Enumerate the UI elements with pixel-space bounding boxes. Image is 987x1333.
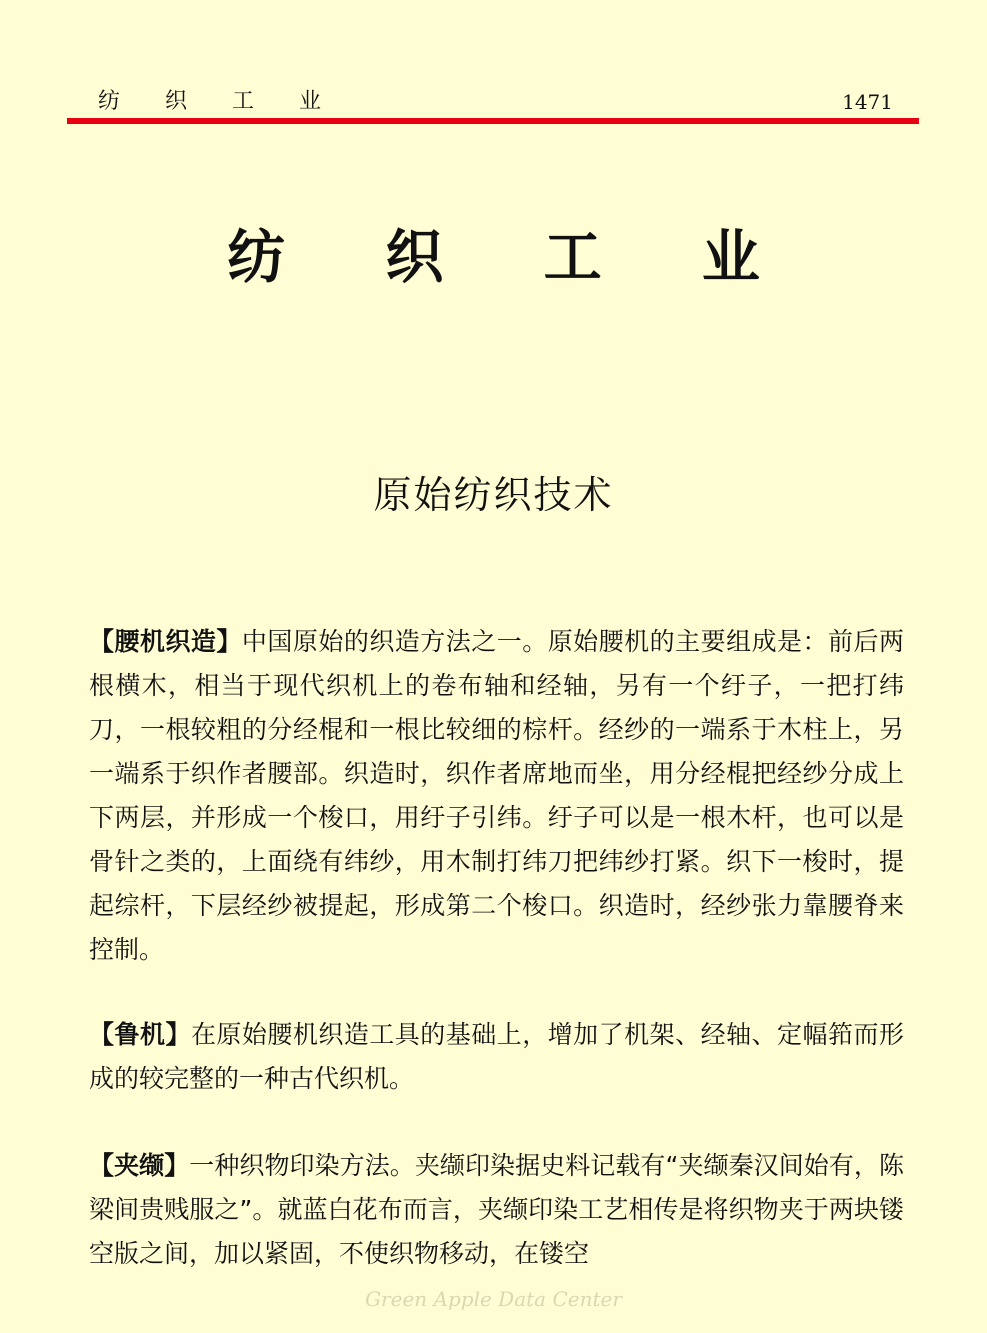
entry-term: 【夹缬】 bbox=[89, 1151, 190, 1180]
watermark: Green Apple Data Center bbox=[365, 1287, 622, 1311]
entry-text: 中国原始的织造方法之一。原始腰机的主要组成是：前后两根横木，相当于现代织机上的卷布轴和经轴，另有一个纡子，一把打纬刀，一根较粗的分经棍和一根比较细的棕杆。经纱的一端系于木柱上，另一端系于织作者腰部。织造时，织作者席地而坐，用分经棍把经纱分成上下两层，并形成一个梭口，用纡子引纬。纡子可以是一根木杆，也可以是骨针之类的，上面绕有纬纱，用木制打纬刀把纬纱打紧。织下一梭时，提起综杆，下层经纱被提起，形成第二个梭口。织造时，经纱张力靠腰脊来控制。 bbox=[89, 627, 904, 964]
entry-luji bbox=[89, 1013, 904, 1101]
entry-text: 在原始腰机织造工具的基础上，增加了机架、经轴、定幅筘而形成的较完整的一种古代织机。 bbox=[89, 1020, 904, 1093]
header-title: 纺 织 工 业 bbox=[98, 89, 340, 114]
entry-yaoji-zhizao bbox=[89, 620, 904, 972]
page-number: 1471 bbox=[842, 90, 893, 114]
entry-jiaxie bbox=[89, 1144, 904, 1276]
header-rule bbox=[67, 118, 919, 124]
section-title: 原始纺织技术 bbox=[373, 473, 614, 517]
entry-term: 【腰机织造】 bbox=[89, 627, 242, 656]
running-header bbox=[98, 84, 893, 118]
chapter-title: 纺 织 工 业 bbox=[227, 223, 800, 291]
entry-text: 一种织物印染方法。夹缬印染据史料记载有“夹缬秦汉间始有，陈梁间贵贱服之”。就蓝白花布而言，夹缬印染工艺相传是将织物夹于两块镂空版之间，加以紧固，不使织物移动，在镂空 bbox=[89, 1151, 904, 1268]
entry-term: 【鲁机】 bbox=[89, 1020, 191, 1049]
